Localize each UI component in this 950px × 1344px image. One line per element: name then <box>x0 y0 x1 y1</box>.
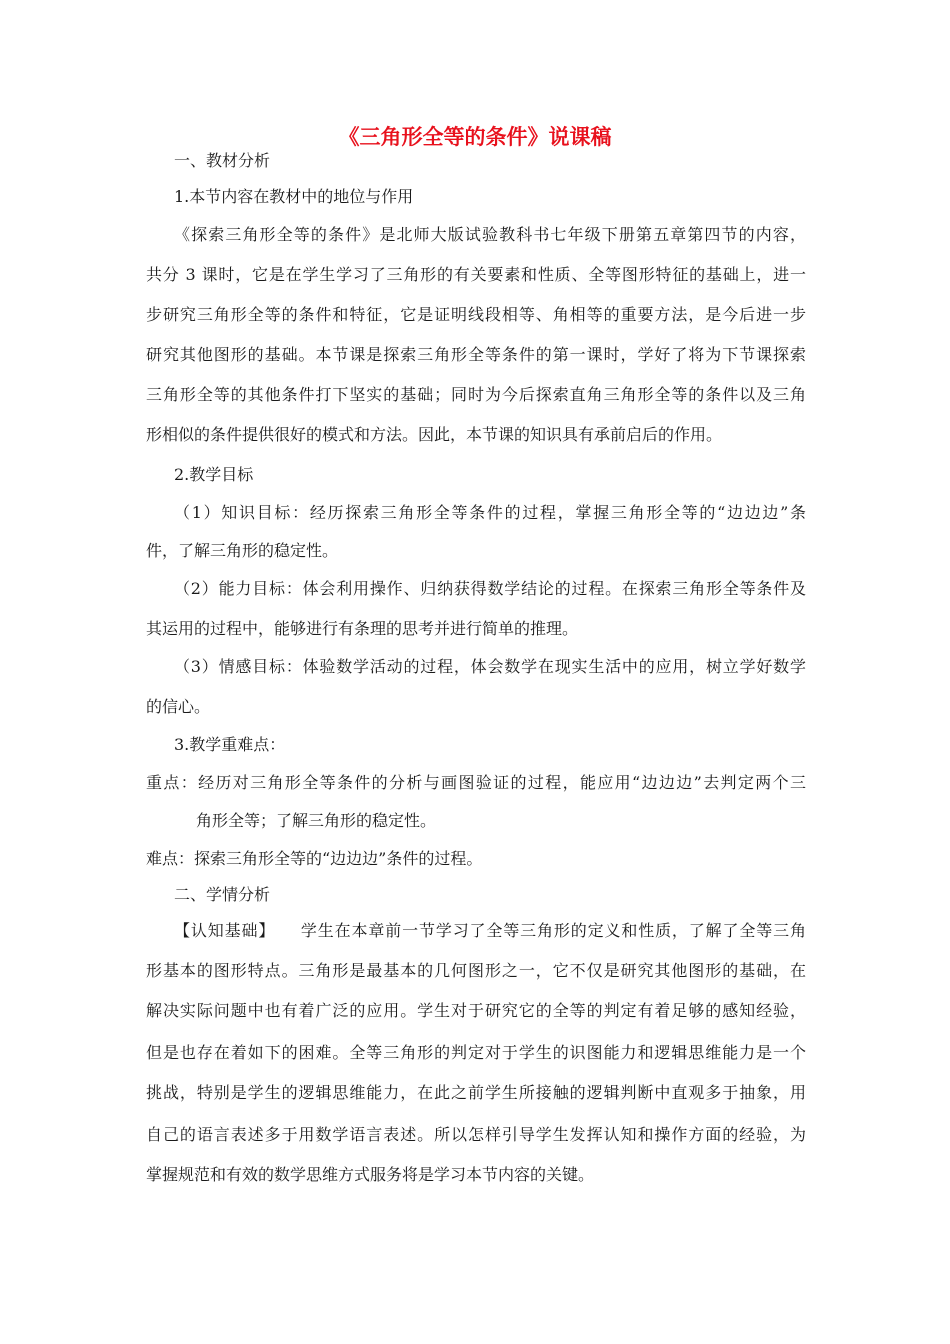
paragraph-line: 自己的语言表述多于用数学语言表述。所以怎样引导学生发挥认知和操作方面的经验，为 <box>146 1125 806 1144</box>
paragraph-line: 三角形全等的其他条件打下坚实的基础；同时为今后探索直角三角形全等的条件以及三角 <box>146 385 806 404</box>
paragraph-line: 形基本的图形特点。三角形是最基本的几何图形之一，它不仅是研究其他图形的基础，在 <box>146 961 806 980</box>
paragraph-line: 《探索三角形全等的条件》是北师大版试验教科书七年级下册第五章第四节的内容， <box>174 225 806 244</box>
difficult-point-line: 难点：探索三角形全等的“边边边”条件的过程。 <box>146 849 483 868</box>
paragraph-line: 共分 3 课时，它是在学生学习了三角形的有关要素和性质、全等图形特征的基础上，进一 <box>146 265 806 284</box>
objective-knowledge-line: （1）知识目标：经历探索三角形全等条件的过程，掌握三角形全等的“边边边”条 <box>174 503 806 522</box>
subheading-key-points: 3.教学重难点： <box>174 735 286 754</box>
key-point-line: 重点：经历对三角形全等条件的分析与画图验证的过程，能应用“边边边”去判定两个三 <box>146 773 806 792</box>
subheading-position-and-role: 1.本节内容在教材中的地位与作用 <box>174 187 414 206</box>
paragraph-line: 形相似的条件提供很好的模式和方法。因此，本节课的知识具有承前启后的作用。 <box>146 425 723 444</box>
paragraph-line: 掌握规范和有效的数学思维方式服务将是学习本节内容的关键。 <box>146 1165 595 1184</box>
paragraph-line: 解决实际问题中也有着广泛的应用。学生对于研究它的全等的判定有着足够的感知经验， <box>146 1001 806 1020</box>
section-heading-student-analysis: 二、学情分析 <box>174 885 271 904</box>
subheading-teaching-objectives: 2.教学目标 <box>174 465 254 484</box>
document-title: 《三角形全等的条件》说课稿 <box>338 124 612 149</box>
section-heading-textbook-analysis: 一、教材分析 <box>174 151 271 170</box>
objective-knowledge-line: 件，了解三角形的稳定性。 <box>146 541 339 560</box>
paragraph-line: 挑战，特别是学生的逻辑思维能力，在此之前学生所接触的逻辑判断中直观多于抽象，用 <box>146 1083 806 1102</box>
key-point-line: 角形全等；了解三角形的稳定性。 <box>196 811 437 830</box>
paragraph-line: 【认知基础】 学生在本章前一节学习了全等三角形的定义和性质，了解了全等三角 <box>174 921 806 940</box>
objective-ability-line: （2）能力目标：体会利用操作、归纳获得数学结论的过程。在探索三角形全等条件及 <box>174 579 806 598</box>
objective-ability-line: 其运用的过程中，能够进行有条理的思考并进行简单的推理。 <box>146 619 579 638</box>
paragraph-line: 研究其他图形的基础。本节课是探索三角形全等条件的第一课时，学好了将为下节课探索 <box>146 345 806 364</box>
objective-emotion-line: （3）情感目标：体验数学活动的过程，体会数学在现实生活中的应用，树立学好数学 <box>174 657 806 676</box>
paragraph-line: 步研究三角形全等的条件和特征，它是证明线段相等、角相等的重要方法，是今后进一步 <box>146 305 806 324</box>
paragraph-line: 但是也存在着如下的困难。全等三角形的判定对于学生的识图能力和逻辑思维能力是一个 <box>146 1043 806 1062</box>
objective-emotion-line: 的信心。 <box>146 697 211 716</box>
